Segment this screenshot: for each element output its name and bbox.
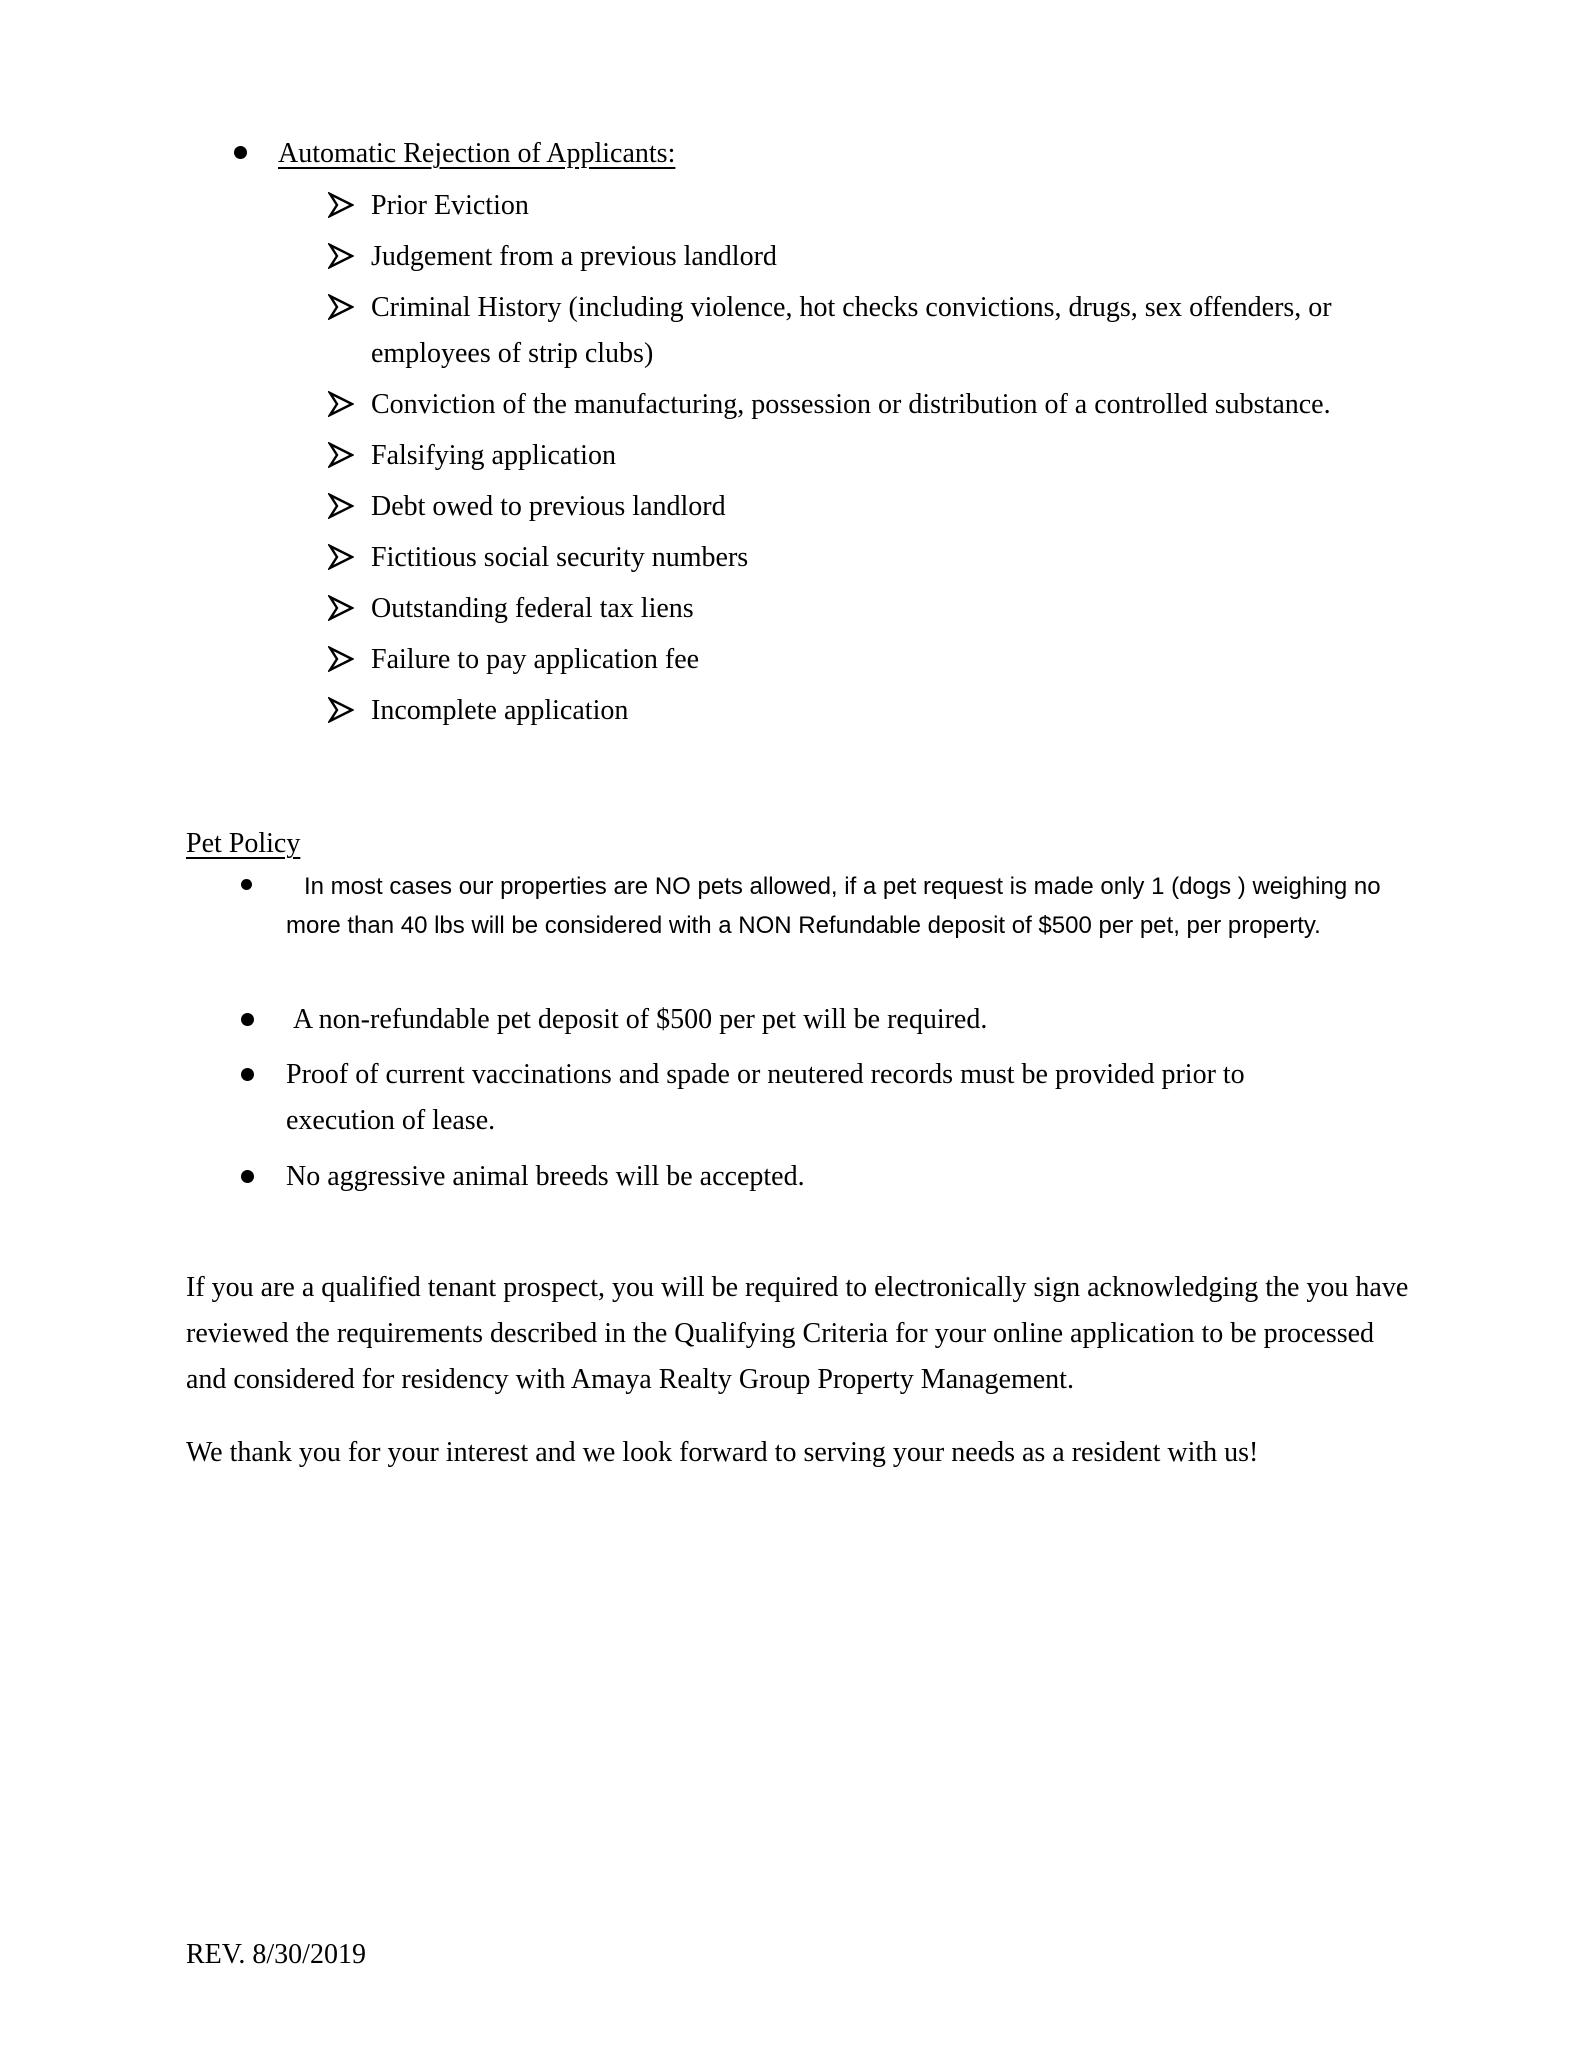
arrow-bullet-icon (328, 391, 354, 417)
arrow-bullet-icon (328, 442, 354, 468)
pet-policy-item: In most cases our properties are NO pets allowed, if a pet request is made only 1 (dogs ) weighing no more than 40 lbs will be considered with a NON Refundable deposit of $500 per pet, per property. (286, 873, 1381, 939)
rejection-item: Incomplete application (371, 695, 629, 726)
arrow-bullet-icon (328, 697, 354, 723)
closing-thanks: We thank you for your interest and we look forward to serving your needs as a resident with us! (186, 1437, 1259, 1468)
pet-policy-item: A non-refundable pet deposit of $500 per pet will be required. (293, 1004, 988, 1035)
rejection-item: Fictitious social security numbers (371, 542, 749, 573)
closing-paragraph: If you are a qualified tenant prospect, you will be required to electronically sign acknowledging the you have reviewed the requirements described in the Qualifying Criteria for your online application to be processed and considered for residency with Amaya Realty Group Property Management. (186, 1272, 1409, 1395)
rejection-item: Prior Eviction (371, 190, 529, 221)
rejection-item: Outstanding federal tax liens (371, 593, 694, 624)
bullet-dot (241, 1170, 254, 1183)
pet-policy-heading: Pet Policy (186, 828, 301, 859)
bullet-dot (241, 879, 252, 890)
rejection-item: Judgement from a previous landlord (371, 241, 777, 272)
bullet-dot (241, 1068, 254, 1081)
rejection-item: Conviction of the manufacturing, possession or distribution of a controlled substance. (371, 389, 1331, 420)
pet-policy-item: No aggressive animal breeds will be accepted. (286, 1161, 805, 1192)
arrow-bullet-icon (328, 595, 354, 621)
arrow-bullet-icon (328, 192, 354, 218)
arrow-bullet-icon (328, 243, 354, 269)
arrow-bullet-icon (328, 646, 354, 672)
rejection-heading: Automatic Rejection of Applicants: (278, 138, 676, 169)
arrow-bullet-icon (328, 544, 354, 570)
rejection-item: Falsifying application (371, 440, 616, 471)
revision-footer: REV. 8/30/2019 (186, 1939, 366, 1970)
bullet-dot (234, 146, 247, 159)
arrow-bullet-icon (328, 493, 354, 519)
pet-policy-item: Proof of current vaccinations and spade or neutered records must be provided prior to (286, 1059, 1245, 1090)
bullet-dot (241, 1013, 254, 1026)
rejection-item: Debt owed to previous landlord (371, 491, 726, 522)
rejection-item-continuation: employees of strip clubs) (371, 338, 654, 369)
rejection-item: Failure to pay application fee (371, 644, 700, 675)
rejection-item: Criminal History (including violence, hot checks convictions, drugs, sex offenders, or (371, 292, 1332, 323)
pet-policy-item-continuation: execution of lease. (286, 1105, 496, 1136)
arrow-bullet-icon (328, 294, 354, 320)
